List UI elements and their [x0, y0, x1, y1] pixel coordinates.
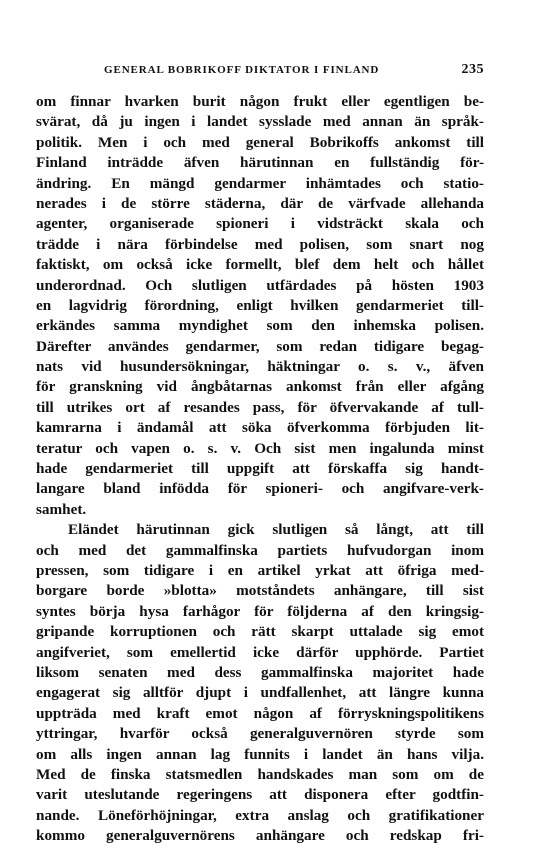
text-line: Eländet härutinnan gick slutligen så långt, att till: [68, 521, 484, 539]
text-line: varit uteslutande regeringens att disponera efter godtfin-: [36, 786, 484, 804]
text-line: uppträda med kraft emot någon af förryskningspolitikens: [36, 704, 484, 722]
text-line: och med det gammalfinska partiets hufvudorgan inom: [36, 541, 484, 559]
text-line: nande. Löneförhöjningar, extra anslag och gratifikationer: [36, 806, 484, 824]
text-line: syntes börja hysa farhågor för följderna af den kringsig-: [36, 602, 484, 620]
text-line: engagerat sig alltför djupt i undfallenhet, att längre kunna: [36, 684, 484, 702]
book-page: [36, 62, 484, 846]
text-line: samhet.: [36, 500, 87, 518]
text-line: till utrikes ort af resandes pass, för öfvervakande af tull-: [36, 398, 484, 416]
text-line: en lagvidrig förordning, enligt hvilken gendarmeriet till-: [36, 296, 484, 314]
text-line: underordnad. Och slutligen utfärdades på hösten 1903: [36, 276, 484, 294]
text-line: liksom senaten med dess gammalfinska majoritet hade: [36, 663, 484, 681]
text-line: nats vid husundersökningar, häktningar o. s. v., äfven: [36, 358, 484, 376]
running-title: GENERAL BOBRIKOFF DIKTATOR I FINLAND: [104, 64, 380, 76]
text-line: kamrarna i ändamål att söka öfverkomma förbjuden lit-: [36, 419, 484, 437]
text-line: politik. Men i och med general Bobrikoffs ankomst till: [36, 133, 484, 151]
text-line: erkändes samma myndighet som den inhemska polisen.: [36, 317, 484, 335]
text-line: langare bland infödda för spioneri- och angifvare-verk-: [36, 480, 484, 498]
text-line: om finnar hvarken burit någon frukt eller egentligen be-: [36, 93, 484, 110]
text-line: svärat, då ju ingen i landet sysslade med annan än språk-: [36, 113, 484, 131]
text-line: teratur och vapen o. s. v. Och sist men ingalunda minst: [36, 439, 484, 457]
text-line: borgare borde »blotta» motståndets anhängare, till sist: [36, 582, 484, 600]
text-line: om alls ingen annan lag funnits i landet än hans vilja.: [36, 745, 484, 763]
text-line: Med de finska statsmedlen handskades man som om de: [36, 765, 484, 783]
text-line: nerades i de större städerna, där de värfvade allehanda: [36, 194, 484, 212]
text-line: pressen, som tidigare i en artikel yrkat att öfriga med-: [36, 561, 484, 579]
page-number: 235: [461, 62, 484, 77]
text-line: kommo generalguvernörens anhängare och redskap fri-: [36, 827, 484, 845]
text-line: gripande korruptionen och rätt skarpt uttalade sig emot: [36, 623, 484, 641]
text-line: agenter, organiserade spioneri i vidsträckt skala och: [36, 215, 484, 233]
text-line: för granskning vid ångbåtarnas ankomst från eller afgång: [36, 378, 484, 396]
text-line: ändring. En mängd gendarmer inhämtades och statio-: [36, 174, 484, 192]
text-line: trädde i nära förbindelse med polisen, som snart nog: [36, 235, 484, 253]
text-line: hade gendarmeriet till uppgift att förskaffa sig handt-: [36, 460, 484, 478]
body-text: [36, 92, 484, 846]
text-line: yttringar, hvarför också generalguvernören styrde som: [36, 725, 484, 743]
text-line: faktiskt, om också icke formellt, blef dem helt och hållet: [36, 256, 484, 274]
text-line: Därefter användes gendarmer, som redan tidigare begag-: [36, 337, 484, 355]
text-line: Finland inträdde äfven härutinnan en fullständig för-: [36, 154, 484, 172]
text-line: angifveriet, som emellertid icke därför upphörde. Partiet: [36, 643, 484, 661]
running-header: [36, 62, 484, 82]
